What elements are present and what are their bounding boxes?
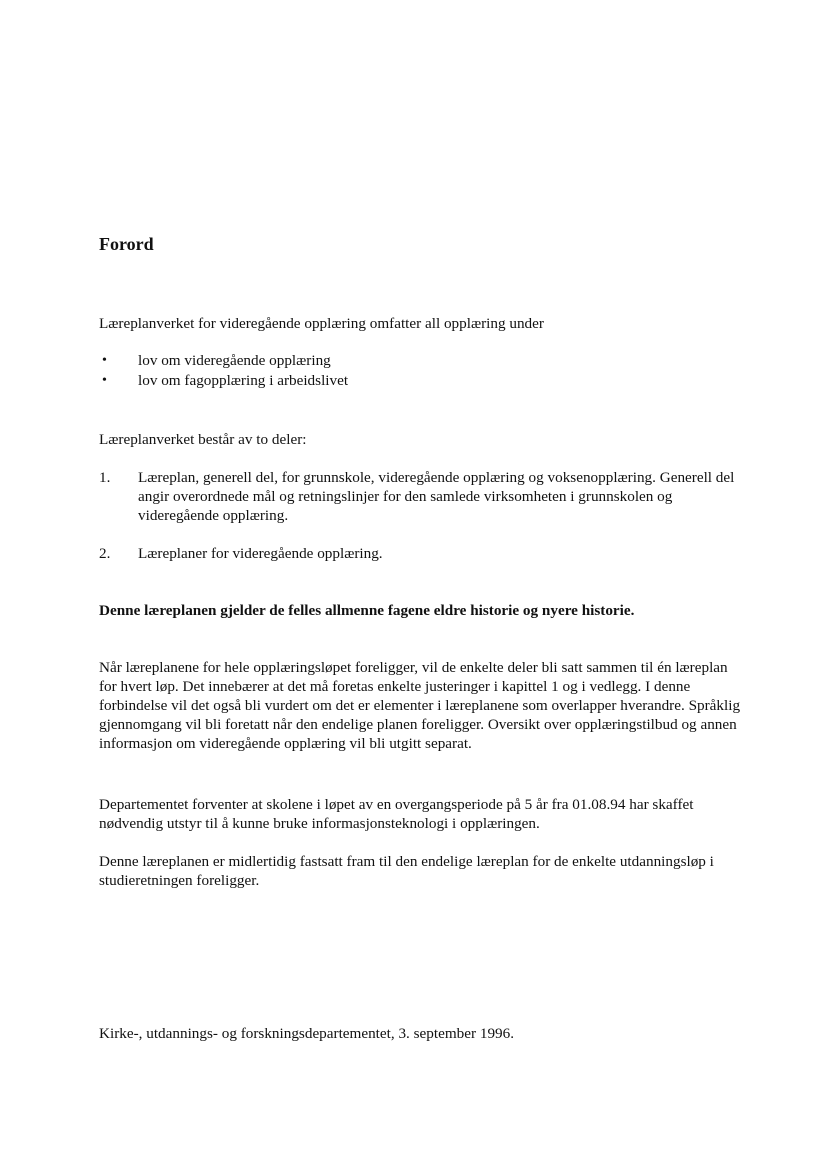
page-title: Forord bbox=[99, 234, 154, 254]
list-item bbox=[99, 544, 749, 563]
parts-intro-paragraph: Læreplanverket består av to deler: bbox=[99, 431, 307, 448]
list-item bbox=[99, 351, 348, 371]
list-item-number: 1. bbox=[99, 469, 111, 486]
bullet-icon: • bbox=[102, 353, 107, 368]
body-paragraph: Når læreplanene for hele opplæringsløpet foreligger, vil de enkelte deler bli satt sammen til én læreplan for hvert løp. Det innebærer at det må foretas enkelte justeringer i kapittel 1 og i vedlegg. I denne forbindelse vil det også bli vurdert om det er elementer i læreplanene som overlapper hverandre. Språklig gjennomgang vil bli foretatt når den endelige planen foreligger. Oversikt over opplæringstilbud og annen informasjon om videregående opplæring vil bli utgitt separat. bbox=[99, 659, 741, 752]
list-item-text: lov om fagopplæring i arbeidslivet bbox=[138, 372, 349, 389]
body-paragraph: Departementet forventer at skolene i løpet av en overgangsperiode på 5 år fra 01.08.94 har skaffet nødvendig utstyr til å kunne bruke informasjonsteknologi i opplæringen. bbox=[99, 796, 694, 832]
signature-line: Kirke-, utdannings- og forskningsdepartementet, 3. september 1996. bbox=[99, 1025, 515, 1042]
list-item-number: 2. bbox=[99, 545, 111, 562]
parts-list bbox=[99, 468, 749, 563]
body-paragraph: Denne læreplanen er midlertidig fastsatt fram til den endelige læreplan for de enkelte utdanningsløp i studieretningen foreligger. bbox=[99, 853, 714, 889]
law-list bbox=[99, 351, 348, 391]
list-item-text: lov om videregående opplæring bbox=[138, 352, 331, 369]
scope-statement: Denne læreplanen gjelder de felles allmenne fagene eldre historie og nyere historie. bbox=[99, 602, 635, 619]
list-item bbox=[99, 371, 348, 391]
bullet-icon: • bbox=[102, 373, 107, 388]
list-item-text: Læreplan, generell del, for grunnskole, videregående opplæring og voksenopplæring. Generell del angir overordnede mål og retningslinjer for den samlede virksomheten i grunnskolen og videregående opplæring. bbox=[138, 469, 735, 524]
list-item-text: Læreplaner for videregående opplæring. bbox=[138, 545, 383, 562]
list-item bbox=[99, 468, 749, 525]
intro-paragraph: Læreplanverket for videregående opplæring omfatter all opplæring under bbox=[99, 315, 544, 332]
